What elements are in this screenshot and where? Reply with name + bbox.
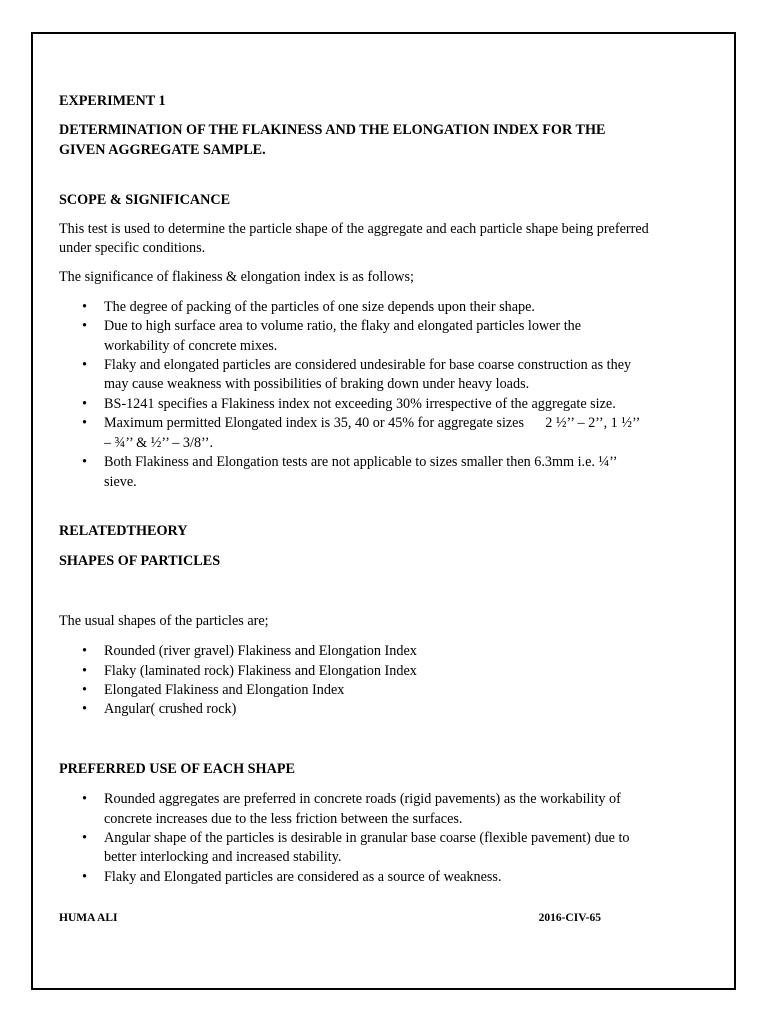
footer-roll-number: 2016-CIV-65 — [538, 912, 601, 924]
shapes-subheading: SHAPES OF PARTICLES — [59, 553, 221, 570]
list-item: • Elongated Flakiness and Elongation Index — [104, 681, 649, 700]
list-item: • Angular shape of the particles is desirable in granular base coarse (flexible pavement) due to better interlocking and increased stability. — [104, 829, 649, 868]
list-item: • Both Flakiness and Elongation tests are not applicable to sizes smaller then 6.3mm i.e. ¼’’ sieve. — [104, 453, 649, 492]
list-item: • Flaky and elongated particles are considered undesirable for base coarse construction as they may cause weakness with possibilities of braking down under heavy loads. — [104, 356, 649, 395]
list-item: • Angular( crushed rock) — [104, 700, 649, 719]
list-item: • Rounded (river gravel) Flakiness and Elongation Index — [104, 642, 649, 661]
list-item: • Flaky and Elongated particles are considered as a source of weakness. — [104, 868, 649, 887]
scope-paragraph-2: The significance of flakiness & elongation index is as follows; — [59, 269, 414, 286]
list-item: • Maximum permitted Elongated index is 35, 40 or 45% for aggregate sizes 2 ½’’ – 2’’, 1 ½’’ – ¾’’ & ½’’ – 3/8’’. — [104, 414, 649, 453]
page-footer — [59, 912, 601, 924]
shapes-intro: The usual shapes of the particles are; — [59, 612, 269, 629]
scope-paragraph-1: This test is used to determine the particle shape of the aggregate and each particle shape being preferred under specific conditions. — [59, 220, 649, 257]
experiment-label: EXPERIMENT 1 — [59, 93, 166, 109]
preferred-bullet-list — [59, 790, 649, 887]
document-body — [59, 61, 649, 887]
footer-author: HUMA ALI — [59, 912, 118, 924]
theory-heading: RELATEDTHEORY — [59, 522, 188, 539]
list-item: • The degree of packing of the particles of one size depends upon their shape. — [104, 298, 649, 317]
list-item: • BS-1241 specifies a Flakiness index not exceeding 30% irrespective of the aggregate size. — [104, 395, 649, 414]
list-item: • Flaky (laminated rock) Flakiness and Elongation Index — [104, 662, 649, 681]
scope-heading: SCOPE & SIGNIFICANCE — [59, 192, 231, 209]
list-item: • Rounded aggregates are preferred in concrete roads (rigid pavements) as the workability of concrete increases due to the less friction between the surfaces. — [104, 790, 649, 829]
list-item: • Due to high surface area to volume ratio, the flaky and elongated particles lower the workability of concrete mixes. — [104, 317, 649, 356]
document-title: DETERMINATION OF THE FLAKINESS AND THE ELONGATION INDEX FOR THE GIVEN AGGREGATE SAMPLE. — [59, 122, 606, 158]
preferred-heading: PREFERRED USE OF EACH SHAPE — [59, 760, 295, 777]
scope-bullet-list — [59, 298, 649, 492]
shapes-bullet-list — [59, 642, 649, 720]
